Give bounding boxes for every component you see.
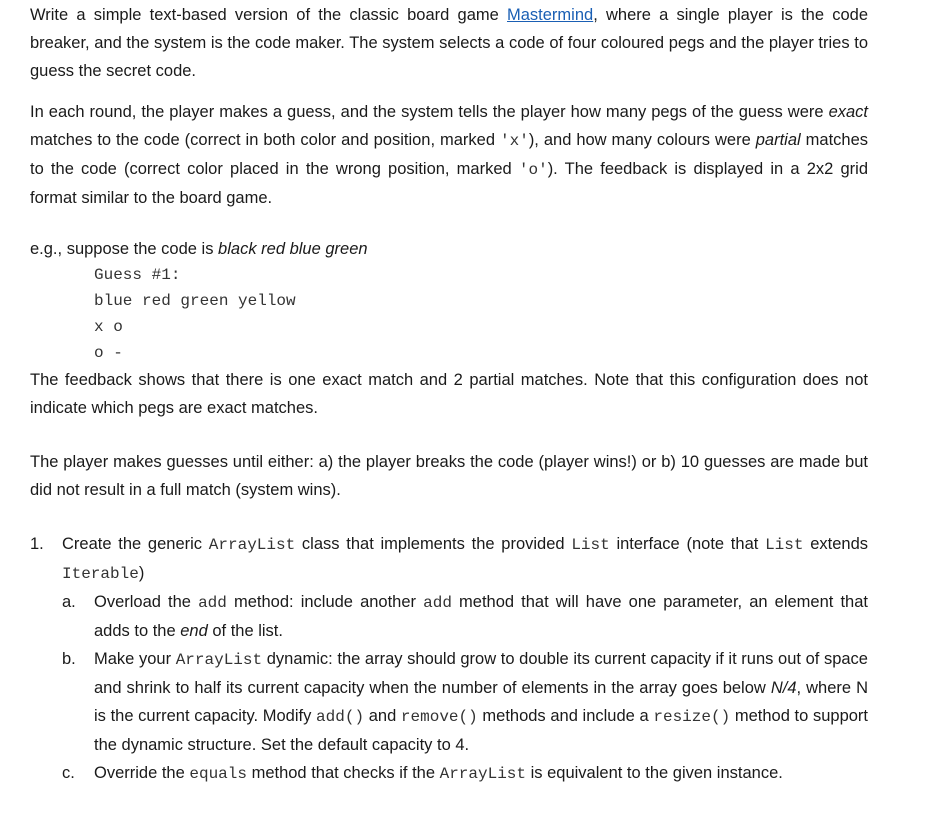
code-line: Guess #1: — [94, 266, 181, 284]
example-intro — [30, 235, 868, 263]
subb-text-5: methods and include a — [477, 707, 654, 725]
subtask-b — [30, 645, 868, 759]
round-em-partial: partial — [755, 131, 801, 149]
intro-text-end: , where a single player is the code breaker, and the system is the code maker. The system selects a code of four coloured pegs and the player tries to guess the secret code. — [30, 6, 869, 80]
round-text-4: matches to the code (correct color placed in the wrong position, marked — [30, 131, 869, 178]
suba-text-3: method that will have one parameter, an element that adds to the — [94, 593, 868, 640]
example-code-block — [94, 262, 296, 366]
suba-text-4: of the list. — [207, 622, 283, 640]
code-line: o - — [94, 344, 123, 362]
code-line: blue red green yellow — [94, 292, 296, 310]
end-condition-paragraph: The player makes guesses until either: a) the player breaks the code (player wins!) or b) 10 guesses are made but did not result in a full match (system wins). — [30, 453, 868, 499]
subb-em-n4: N/4 — [770, 679, 797, 697]
task1-text-1: Create the generic — [62, 535, 209, 553]
feedback-paragraph: The feedback shows that there is one exact match and 2 partial matches. Note that this configuration does not indicate which pegs are exact matches. — [30, 371, 868, 417]
example-intro-text: e.g., suppose the code is — [30, 240, 219, 258]
suba-text-1: Overload the — [94, 593, 199, 611]
task-number: 1. — [30, 535, 44, 553]
subtask-c — [30, 759, 868, 788]
subc-code-equals: equals — [189, 765, 247, 783]
subtask-letter: a. — [62, 593, 76, 611]
task-list — [30, 530, 868, 788]
subc-text-3: is equivalent to the given instance. — [526, 764, 783, 782]
example-code-colors: black red blue green — [218, 240, 368, 258]
task1-text-2: class that implements the provided — [295, 535, 572, 553]
task1-text-3: interface (note that — [609, 535, 766, 553]
task1-text-5: ) — [138, 564, 145, 582]
suba-code-add-2: add — [423, 594, 452, 612]
subc-text-1: Override the — [94, 764, 190, 782]
round-code-x: 'x' — [500, 132, 529, 150]
round-text-5: ). The feedback is displayed in a 2x2 grid format similar to the board game. — [30, 160, 869, 207]
task1-code-list-2: List — [765, 536, 804, 554]
task1-code-arraylist: ArrayList — [208, 536, 296, 554]
task-item-1 — [30, 530, 868, 588]
round-text-2: matches to the code (correct in both color and position, marked — [30, 131, 500, 149]
round-em-exact: exact — [828, 103, 868, 121]
task1-text-4: extends — [803, 535, 868, 553]
round-paragraph — [30, 98, 868, 212]
mastermind-link[interactable]: Mastermind — [507, 6, 594, 24]
subb-text-3: , where N is the current capacity. Modify — [94, 679, 869, 725]
subb-text-1: Make your — [94, 650, 176, 668]
subb-code-resize: resize() — [653, 708, 731, 726]
task1-code-iterable: Iterable — [62, 565, 139, 583]
subtask-letter: c. — [62, 764, 75, 782]
subtask-a — [30, 588, 868, 645]
subb-text-6: method to support the dynamic structure. Set the default capacity to 4. — [94, 707, 869, 754]
subtask-letter: b. — [62, 650, 76, 668]
subc-code-arraylist: ArrayList — [439, 765, 527, 783]
suba-code-add: add — [198, 594, 227, 612]
subb-text-2: dynamic: the array should grow to double its current capacity if it runs out of space and shrink to half its current capacity when the number of elements in the array goes below — [94, 650, 868, 697]
round-text-3: ), and how many colours were — [528, 131, 756, 149]
subb-text-4: and — [364, 707, 401, 725]
task1-code-list: List — [571, 536, 610, 554]
intro-text-start: Write a simple text-based version of the classic board game — [30, 6, 507, 24]
subb-code-add: add() — [316, 708, 365, 726]
round-text-1: In each round, the player makes a guess, and the system tells the player how many pegs of the guess were — [30, 103, 829, 121]
subb-code-remove: remove() — [400, 708, 478, 726]
suba-em-end: end — [180, 622, 208, 640]
suba-text-2: method: include another — [226, 593, 424, 611]
intro-paragraph — [30, 1, 868, 85]
round-code-o: 'o' — [518, 161, 548, 179]
code-line: x o — [94, 318, 123, 336]
subb-code-arraylist: ArrayList — [175, 651, 263, 669]
subc-text-2: method that checks if the — [246, 764, 440, 782]
